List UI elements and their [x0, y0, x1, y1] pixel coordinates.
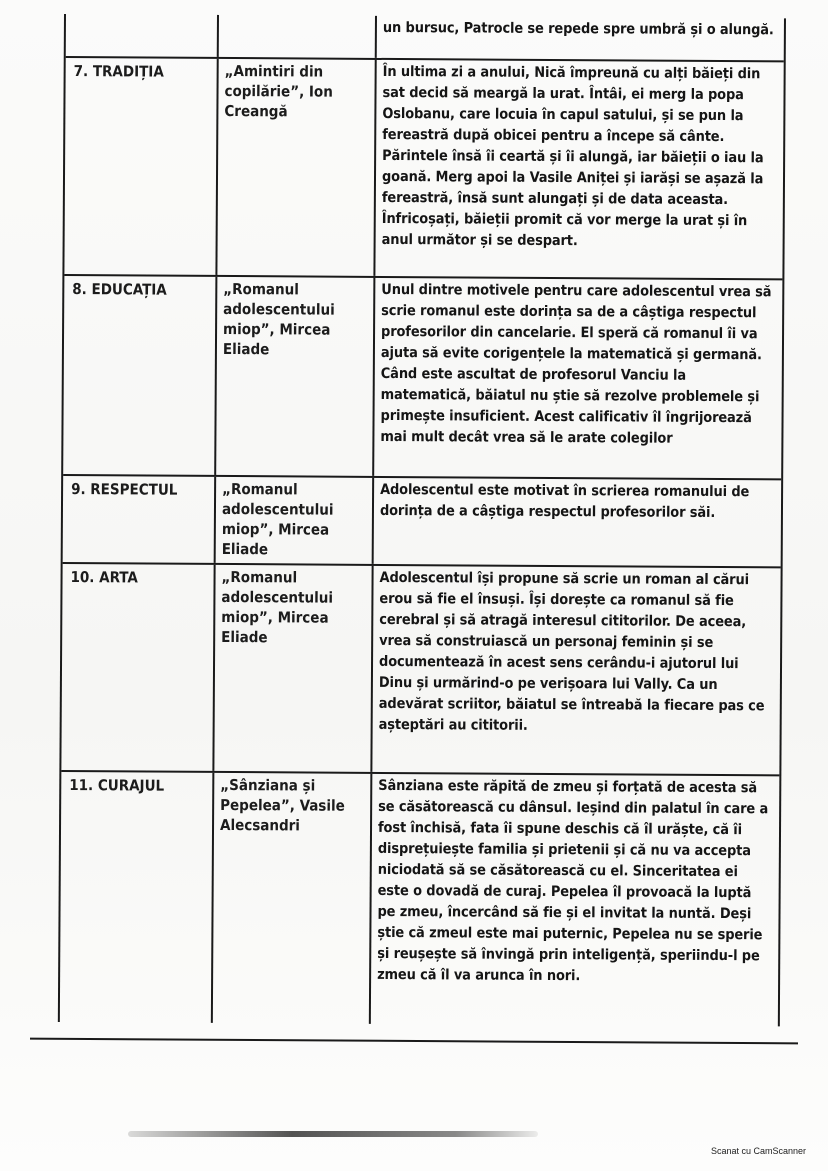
- row-theme: 11. CURAJUL: [60, 772, 215, 1023]
- row-description: un bursuc, Patrocle se repede spre umbră și o alungă.: [382, 19, 774, 39]
- row-work: [219, 15, 377, 58]
- row-work: „Amintiri din copilărie”, Ion Creangă: [217, 59, 376, 276]
- row-description: Unul dintre motivele pentru care adolescentul vrea să scrie romanul este dorința sa de a câștiga respectul profesorilor din cancelarie. El speră că romanul îi va ajuta să evite corigențele la matematică și germană. Când este ascultat de profesorul Vanciu la matematică, băiatul nu știe să rezolve problemele și primește insuficient. Acest calificativ îl îngrijorează mai mult decât vrea să le arate colegilor: [380, 281, 772, 447]
- table-bottom-rule: [30, 1038, 798, 1045]
- scan-smudge: [128, 1131, 538, 1137]
- table-row: [61, 564, 780, 776]
- row-description: Adolescentul este motivat în scrierea romanului de dorința de a câștiga respectul profesorilor săi.: [379, 481, 750, 521]
- row-description: Adolescentul își propune să scrie un roman al cărui erou să fie el însuși. Își dorește ca romanul să fie cerebral și să atragă interesul cititorilor. De aceea, vrea să construiască un personaj feminin și se documentează în acest sens cerându-i ajutorul lui Dinu și urmărind-o pe verișoara lui Vally. Ca un adevărat scriitor, băiatul se întreabă la fiecare pas ce așteptări au cititorii.: [378, 569, 765, 734]
- table-row: [66, 14, 784, 62]
- row-description: Sânziana este răpită de zmeu și forțată de acesta să se căsătorească cu dânsul. Ieșind din palatul în care a fost închisă, fata îi spune deschis că îl urăște, că îi disprețuiește familia și prietenii și că nu va accepta niciodată să se căsătorească cu el. Sinceritatea ei este o dovadă de curaj. Pepelea îl provoacă la luptă pe zmeu, încercând să fie și el invitat la nuntă. Deși știe că zmeul este mai puternic, Pepelea nu se sperie și reușește să învingă prin inteligență, speriindu-l pe zmeu că îl va arunca în nori.: [377, 777, 769, 985]
- row-theme: 7. TRADIȚIA: [64, 58, 218, 275]
- row-theme: 9. RESPECTUL: [63, 476, 217, 563]
- table-row: [60, 772, 780, 1026]
- row-work: „Romanul adolescentului miop”, Mircea Eliade: [216, 477, 375, 564]
- row-work: „Romanul adolescentului miop”, Mircea Eliade: [216, 277, 375, 476]
- row-work: „Romanul adolescentului miop”, Mircea Eliade: [214, 565, 373, 772]
- themes-table: [58, 14, 786, 1026]
- table-row: [63, 276, 782, 480]
- scanner-watermark: Scanat cu CamScanner: [710, 1146, 806, 1156]
- row-work: „Sânziana și Pepelea”, Vasile Alecsandri: [213, 773, 373, 1024]
- table-row: [64, 58, 783, 280]
- row-description: În ultima zi a anului, Nică împreună cu alți băieți din sat decid să meargă la urat. Întâi, ei merg la popa Oslobanu, care locuia în capul satului, și se pun la fereastră după obicei pentru a începe să cânte. Părintele însă îi ceartă și îi alungă, iar băieții o iau la goană. Merg apoi la Vasile Aniței și iarăși se așază la fereastră, însă sunt alungați și de data aceasta. Înfricoșați, băieții promit că vor merge la urat și în anul următor și se despart.: [381, 63, 764, 250]
- table-row: [63, 476, 782, 568]
- row-theme: [66, 14, 219, 57]
- row-theme: 8. EDUCAȚIA: [63, 276, 217, 475]
- row-theme: 10. ARTA: [61, 564, 215, 771]
